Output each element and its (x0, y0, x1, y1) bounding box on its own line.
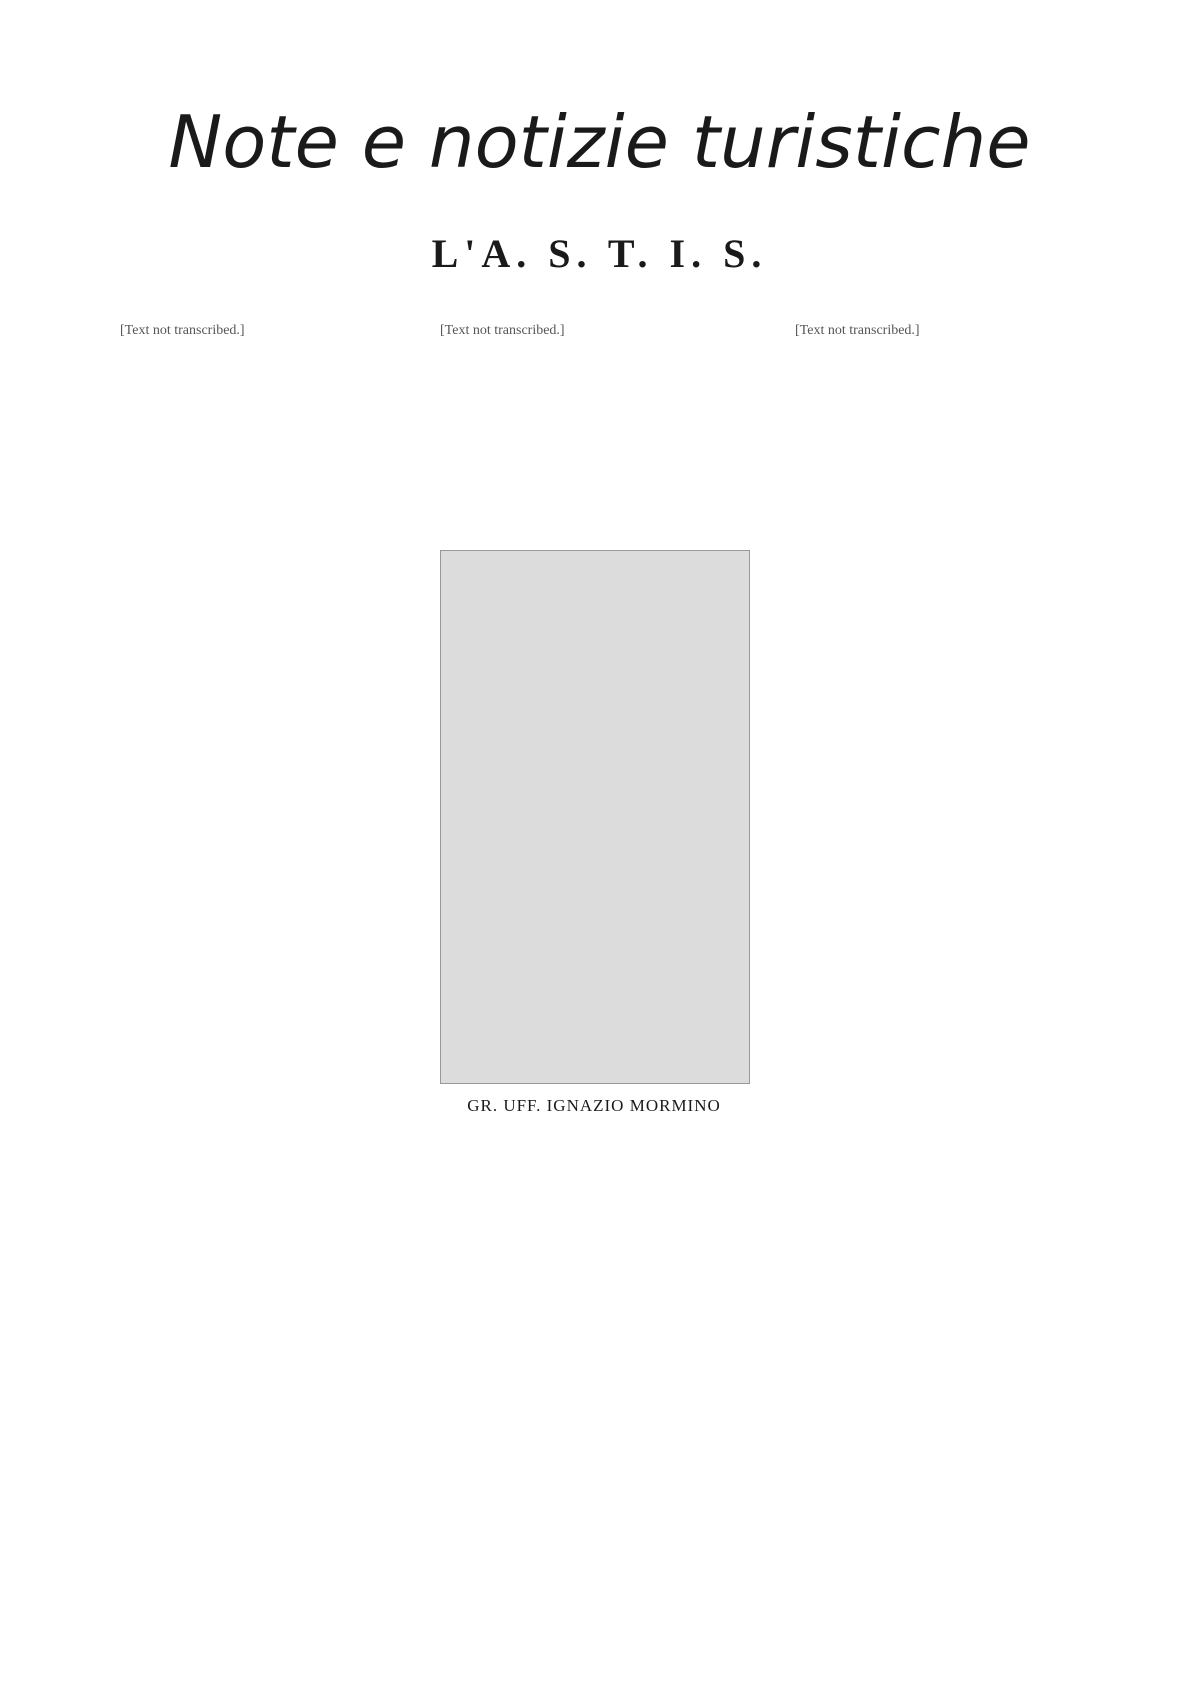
column-left: [Text not transcribed.] (120, 323, 245, 338)
portrait-photo (440, 550, 750, 1084)
photo-caption: GR. UFF. IGNAZIO MORMINO (467, 1096, 721, 1115)
column-middle: [Text not transcribed.] (440, 323, 565, 338)
section-heading: L'A. S. T. I. S. (431, 231, 768, 276)
column-right: [Text not transcribed.] (795, 323, 920, 338)
page-headline: Note e notizie turistiche (168, 100, 1031, 184)
